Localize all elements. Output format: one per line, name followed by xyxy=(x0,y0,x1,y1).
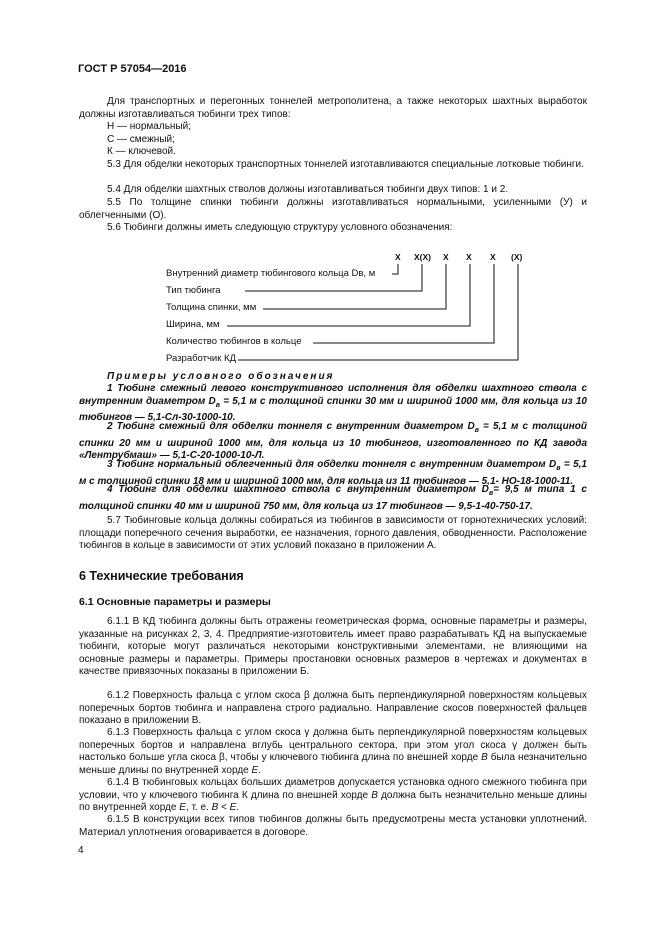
page-number: 4 xyxy=(78,845,84,856)
label-diameter: Внутренний диаметр тюбингового кольца Dв, м xyxy=(166,268,376,279)
paragraph-6-1-5: 6.1.5 В конструкции всех типов тюбингов должны быть предусмотрены места установки уплотнений. Материал уплотнения оговаривается в договоре. xyxy=(79,814,587,838)
label-count: Количество тюбингов в кольце xyxy=(166,336,302,347)
label-width: Ширина, мм xyxy=(166,319,220,330)
label-type: Тип тюбинга xyxy=(166,285,221,296)
example-2: 2 Тюбинг смежный для обделки тоннеля с внутренним диаметром $D_в = 5,1$ м с толщиной спинки 20 мм и шириной 1000 мм, для кольца из 10 тюбингов, изготовленного по КД завода «Лентрубмаш» — 5,1-С-20-1000-10-Л. xyxy=(79,421,587,461)
label-thickness: Толщина спинки, мм xyxy=(166,302,257,313)
mark-count: X xyxy=(490,252,496,262)
mark-type: X(X) xyxy=(414,252,431,262)
leader-diameter xyxy=(392,264,398,274)
document-header: ГОСТ Р 57054—2016 xyxy=(78,63,187,75)
examples-title: Примеры условного обозначения xyxy=(107,371,335,382)
mark-developer: (X) xyxy=(511,252,523,262)
mark-width: X xyxy=(466,252,472,262)
paragraph-5-3: 5.3 Для обделки некоторых транспортных тоннелей изготавливаются специальные лотковые тюбинги. xyxy=(107,159,584,170)
example-3: 3 Тюбинг нормальный облегченный для обделки тоннеля с внутренним диаметром $D_в = 5,1$ м с толщиной спинки 18 мм и шириной 1000 мм, для кольца из 11 тюбингов — 5,1- НО-18-1000-11. xyxy=(79,459,587,487)
type-adjacent: С — смежный; xyxy=(107,134,175,145)
paragraph-5-7: 5.7 Тюбинговые кольца должны собираться из тюбингов в зависимости от горнотехнических условий: площади поперечного сечения выработки, ее назначения, горного давления, обводненности. Расположение тюбингов в кольце в зависимости от этих условий показано в приложении А. xyxy=(79,515,587,551)
paragraph-6-1-3: 6.1.3 Поверхность фальца с углом скоса γ должна быть перпендикулярной поверхностям кольцевых поперечных бортов и направлена вглубь центрального сектора, при этом угол скоса γ должен быть настолько больше угла скоса β, чтобы у ключевого тюбинга длина по внешней хорде В была незначительно меньше длины по внутренней хорде Е. xyxy=(79,727,587,776)
example-4: 4 Тюбинг для обделки шахтного ствола с внутренним диаметром $D_в= 9,5$ м типа 1 с толщиной спинки 40 мм и шириной 750 мм, для кольца из 17 тюбингов — 9,5-1-40-750-17. xyxy=(79,484,587,512)
intro-paragraph: Для транспортных и перегонных тоннелей метрополитена, а также некоторых шахтных выработок должны изготавливаться тюбинги трех типов: xyxy=(79,96,587,120)
paragraph-6-1-1: 6.1.1 В КД тюбинга должны быть отражены геометрическая форма, основные параметры и размеры, указанные на рисунках 2, 3, 4. Предприятие-изготовитель имеет право разрабатывать КД на выпускаемые тюбинги, которые могут различаться некоторыми конструктивными элементами, не влияющими на основные размеры и параметры. Примеры простановки основных размеров в чертежах и документах в качестве привязочных показаны в приложении Б. xyxy=(79,616,587,677)
paragraph-6-1-2: 6.1.2 Поверхность фальца с углом скоса β должна быть перпендикулярной поверхностям кольцевых поперечных бортов тюбинга и направлена строго радиально. Направление скосов поверхностей фальцев показано в приложении В. xyxy=(79,690,587,726)
section-6-1-heading: 6.1 Основные параметры и размеры xyxy=(79,596,271,608)
label-developer: Разработчик КД xyxy=(166,353,237,364)
paragraph-5-4: 5.4 Для обделки шахтных стволов должны изготавливаться тюбинги двух типов: 1 и 2. xyxy=(107,184,509,195)
type-normal: Н — нормальный; xyxy=(107,121,191,132)
paragraph-6-1-4: 6.1.4 В тюбинговых кольцах больших диаметров допускается установка одного смежного тюбинга при условии, что у ключевого тюбинга К длина по внешней хорде В должна быть незначительно меньше длины по внутренней хорде Е, т. е. В < Е. xyxy=(79,777,587,813)
type-key: К — ключевой. xyxy=(107,146,176,157)
mark-diameter: X xyxy=(395,252,401,262)
paragraph-5-6: 5.6 Тюбинги должны иметь следующую структуру условного обозначения: xyxy=(107,222,453,233)
paragraph-5-5: 5.5 По толщине спинки тюбинги должны изготавливаться нормальными, усиленными (У) и облегченными (О). xyxy=(79,197,587,221)
mark-thickness: X xyxy=(443,252,449,262)
example-1: 1 Тюбинг смежный левого конструктивного исполнения для обделки шахтного ствола с внутренним диаметром $D_в = 5,1$ м с толщиной спинки 30 мм и шириной 1000 мм, для кольца из 10 тюбингов — 5,1-Сл-30-1000-10. xyxy=(79,383,587,423)
section-6-heading: 6 Технические требования xyxy=(79,569,244,583)
